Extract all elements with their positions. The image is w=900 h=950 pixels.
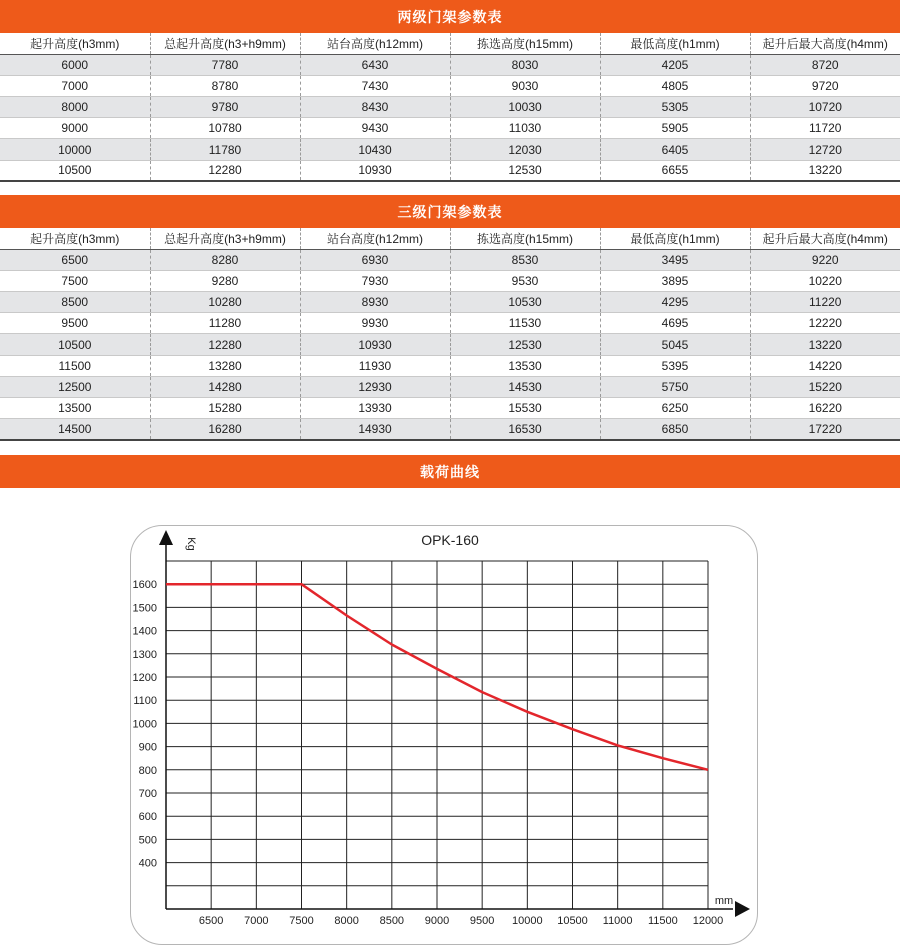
table-cell: 8780 [150,75,300,96]
load-curve-title: 载荷曲线 [420,464,480,481]
y-tick-label: 1300 [132,648,157,661]
table-cell: 10500 [0,160,150,181]
table-cell: 6405 [600,139,750,160]
table-cell: 6430 [300,54,450,75]
two-stage-mast-title: 两级门架参数表 [397,9,503,26]
table-cell: 4295 [600,292,750,313]
table-cell: 12030 [450,139,600,160]
y-tick-label: 400 [138,857,157,870]
table-cell: 13930 [300,398,450,419]
x-tick-label: 11500 [647,915,678,927]
column-header: 起升高度(h3mm) [0,228,150,249]
column-header: 最低高度(h1mm) [600,228,750,249]
y-tick-label: 1600 [132,579,157,592]
chart-ticks [133,579,724,927]
table-cell: 9000 [0,118,150,139]
x-tick-label: 11000 [602,915,633,927]
table-cell: 3495 [600,249,750,270]
table-cell: 12280 [150,334,300,355]
chart-grid [166,561,708,909]
table-cell: 6930 [300,249,450,270]
x-tick-label: 12000 [692,915,724,927]
y-tick-label: 1500 [132,602,157,615]
y-tick-label: 800 [138,764,157,777]
y-tick-label: 600 [138,811,157,824]
table-cell: 10220 [750,270,900,291]
table-cell: 10280 [150,292,300,313]
three-stage-mast-title: 三级门架参数表 [397,204,503,221]
x-axis-label: mm [714,895,734,907]
y-axis-label: Kg [185,537,197,551]
table-cell: 10030 [450,97,600,118]
table-cell: 10430 [300,139,450,160]
table-cell: 10780 [150,118,300,139]
table-cell: 4805 [600,75,750,96]
column-header: 站台高度(h12mm) [300,228,450,249]
table-cell: 8280 [150,249,300,270]
x-tick-label: 10000 [512,915,543,927]
table-cell: 9220 [750,249,900,270]
table-cell: 10720 [750,97,900,118]
table-cell: 9530 [450,270,600,291]
table-cell: 14530 [450,376,600,397]
column-header: 起升后最大高度(h4mm) [750,33,900,54]
x-axis-arrow [735,901,750,917]
table-cell: 11280 [150,313,300,334]
table-cell: 5395 [600,355,750,376]
table-cell: 12500 [0,376,150,397]
column-header: 站台高度(h12mm) [300,33,450,54]
x-tick-label: 7000 [244,915,269,927]
table-cell: 4695 [600,313,750,334]
table-cell: 10500 [0,334,150,355]
x-tick-label: 9000 [424,915,450,927]
table-cell: 4205 [600,54,750,75]
x-tick-label: 7500 [289,915,314,927]
table-cell: 12280 [150,160,300,181]
x-tick-label: 9500 [469,915,495,927]
table-cell: 13220 [750,334,900,355]
table-cell: 8000 [0,97,150,118]
table-cell: 6500 [0,249,150,270]
table-cell: 14220 [750,355,900,376]
table-cell: 9430 [300,118,450,139]
table-cell: 10930 [300,160,450,181]
column-header: 起升高度(h3mm) [0,33,150,54]
column-header: 起升后最大高度(h4mm) [750,228,900,249]
y-tick-label: 500 [138,834,157,847]
table-cell: 5905 [600,118,750,139]
column-header: 总起升高度(h3+h9mm) [150,33,300,54]
table-cell: 10000 [0,139,150,160]
table-cell: 15280 [150,398,300,419]
x-tick-label: 8000 [334,915,359,927]
column-header: 拣选高度(h15mm) [450,228,600,249]
table-cell: 12530 [450,160,600,181]
y-tick-label: 1400 [132,625,157,638]
table-cell: 5045 [600,334,750,355]
table-cell: 15530 [450,398,600,419]
table-cell: 11220 [750,292,900,313]
table-cell: 8030 [450,54,600,75]
table-cell: 8930 [300,292,450,313]
table-cell: 9780 [150,97,300,118]
y-tick-label: 900 [138,741,157,754]
table-cell: 16530 [450,419,600,440]
table-cell: 13280 [150,355,300,376]
table-cell: 7500 [0,270,150,291]
table-cell: 11500 [0,355,150,376]
table-cell: 11030 [450,118,600,139]
table-cell: 11780 [150,139,300,160]
table-cell: 7780 [150,54,300,75]
table-cell: 16280 [150,419,300,440]
table-cell: 12530 [450,334,600,355]
table-cell: 14930 [300,419,450,440]
table-cell: 3895 [600,270,750,291]
table-cell: 10530 [450,292,600,313]
table-cell: 13530 [450,355,600,376]
table-cell: 8500 [0,292,150,313]
y-tick-label: 1100 [133,695,157,708]
table-cell: 15220 [750,376,900,397]
table-cell: 8720 [750,54,900,75]
table-cell: 7430 [300,75,450,96]
x-tick-label: 6500 [198,915,224,927]
table-cell: 14280 [150,376,300,397]
table-cell: 8430 [300,97,450,118]
y-tick-label: 1200 [132,672,157,684]
table-cell: 16220 [750,398,900,419]
table-cell: 5305 [600,97,750,118]
table-cell: 11720 [750,118,900,139]
table-cell: 11930 [300,355,450,376]
x-tick-label: 10500 [557,915,588,927]
table-cell: 17220 [750,419,900,440]
table-cell: 6850 [600,419,750,440]
y-tick-label: 700 [138,788,157,800]
y-tick-label: 1000 [132,718,157,731]
table-cell: 9720 [750,75,900,96]
table-cell: 13220 [750,160,900,181]
table-cell: 11530 [450,313,600,334]
table-cell: 7930 [300,270,450,291]
table-cell: 14500 [0,419,150,440]
table-cell: 10930 [300,334,450,355]
table-cell: 12930 [300,376,450,397]
table-cell: 8530 [450,249,600,270]
table-cell: 9030 [450,75,600,96]
table-cell: 9280 [150,270,300,291]
table-cell: 7000 [0,75,150,96]
column-header: 拣选高度(h15mm) [450,33,600,54]
y-axis-arrow [159,530,173,545]
table-cell: 5750 [600,376,750,397]
table-cell: 6655 [600,160,750,181]
x-tick-label: 8500 [379,915,405,927]
column-header: 最低高度(h1mm) [600,33,750,54]
table-cell: 12720 [750,139,900,160]
table-cell: 9500 [0,313,150,334]
table-cell: 12220 [750,313,900,334]
table-cell: 6250 [600,398,750,419]
table-cell: 6000 [0,54,150,75]
table-cell: 9930 [300,313,450,334]
column-header: 总起升高度(h3+h9mm) [150,228,300,249]
chart-title: OPK-160 [421,532,479,548]
table-cell: 13500 [0,398,150,419]
